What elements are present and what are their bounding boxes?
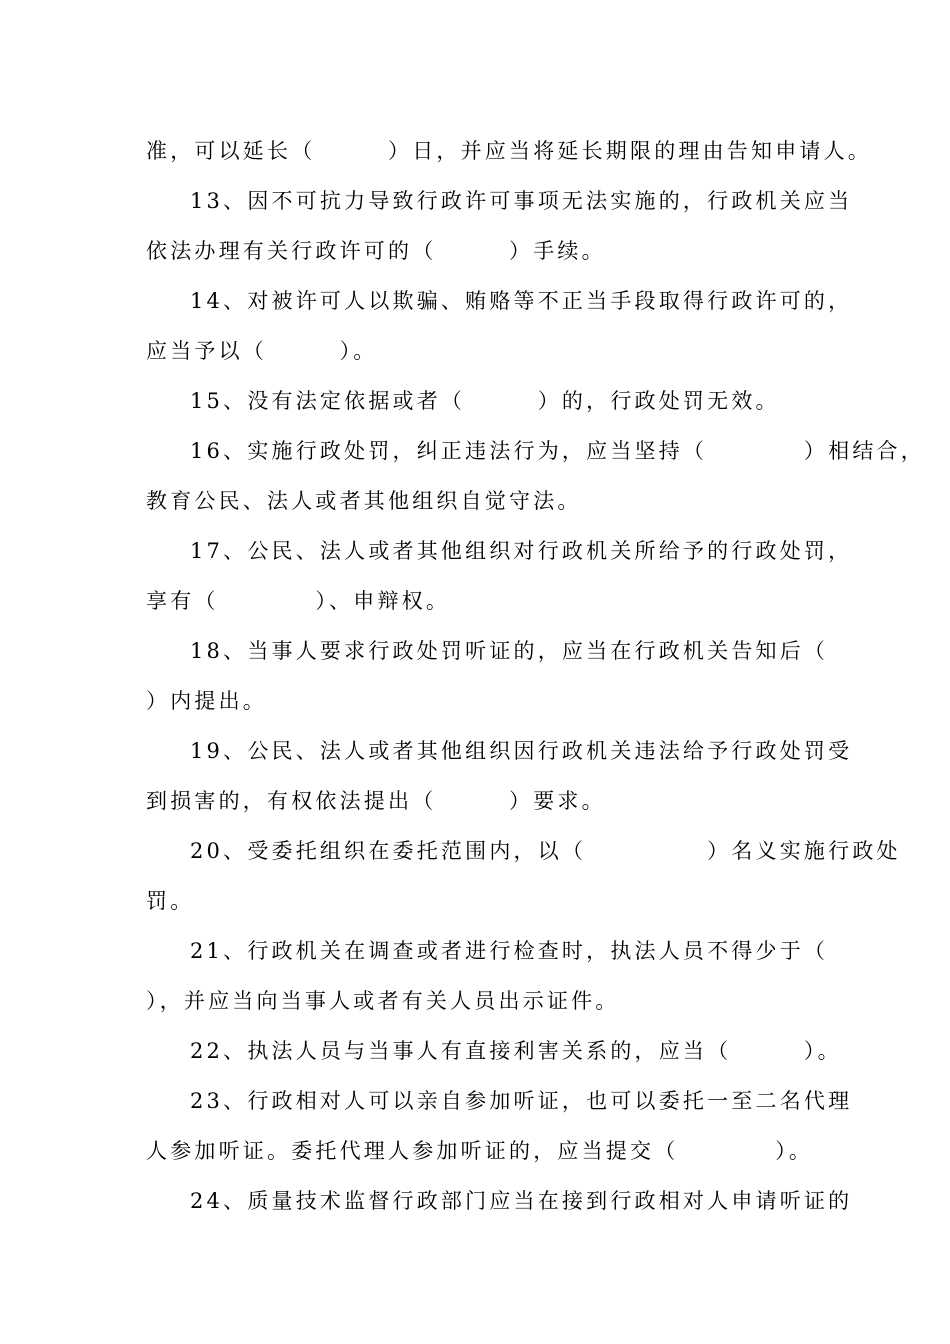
- question-23-line-2: 人参加听证。委托代理人参加听证的，应当提交（ ）。: [146, 1139, 814, 1163]
- question-17-line-1: 17、公民、法人或者其他组织对行政机关所给予的行政处罚，: [190, 539, 853, 563]
- question-20-line-1: 20、受委托组织在委托范围内，以（ ）名义实施行政处: [190, 839, 901, 863]
- question-14-line-1: 14、对被许可人以欺骗、贿赂等不正当手段取得行政许可的，: [190, 289, 853, 313]
- text-line-1: 准，可以延长（ ）日，并应当将延长期限的理由告知申请人。: [146, 139, 872, 163]
- question-19-line-1: 19、公民、法人或者其他组织因行政机关违法给予行政处罚受: [190, 739, 853, 763]
- question-17-line-2: 享有（ ）、申辩权。: [146, 589, 451, 613]
- question-18-line-2: ）内提出。: [146, 689, 267, 713]
- question-16-line-2: 教育公民、法人或者其他组织自觉守法。: [146, 489, 582, 513]
- question-16-line-1: 16、实施行政处罚，纠正违法行为，应当坚持（ ）相结合，: [190, 439, 925, 463]
- question-14-line-2: 应当予以（ ）。: [146, 339, 378, 363]
- question-13-line-1: 13、因不可抗力导致行政许可事项无法实施的，行政机关应当: [190, 189, 853, 213]
- question-15-line-1: 15、没有法定依据或者（ ）的，行政处罚无效。: [190, 389, 780, 413]
- question-19-line-2: 到损害的，有权依法提出（ ）要求。: [146, 789, 606, 813]
- question-22-line-1: 22、执法人员与当事人有直接利害关系的，应当（ ）。: [190, 1039, 842, 1063]
- question-24-line-1: 24、质量技术监督行政部门应当在接到行政相对人申请听证的: [190, 1189, 853, 1213]
- question-18-line-1: 18、当事人要求行政处罚听证的，应当在行政机关告知后（: [190, 639, 829, 663]
- question-21-line-2: ），并应当向当事人或者有关人员出示证件。: [146, 989, 620, 1013]
- question-13-line-2: 依法办理有关行政许可的（ ）手续。: [146, 239, 606, 263]
- question-23-line-1: 23、行政相对人可以亲自参加听证，也可以委托一至二名代理: [190, 1089, 853, 1113]
- question-21-line-1: 21、行政机关在调查或者进行检查时，执法人员不得少于（: [190, 939, 829, 963]
- question-20-line-2: 罚。: [146, 889, 195, 913]
